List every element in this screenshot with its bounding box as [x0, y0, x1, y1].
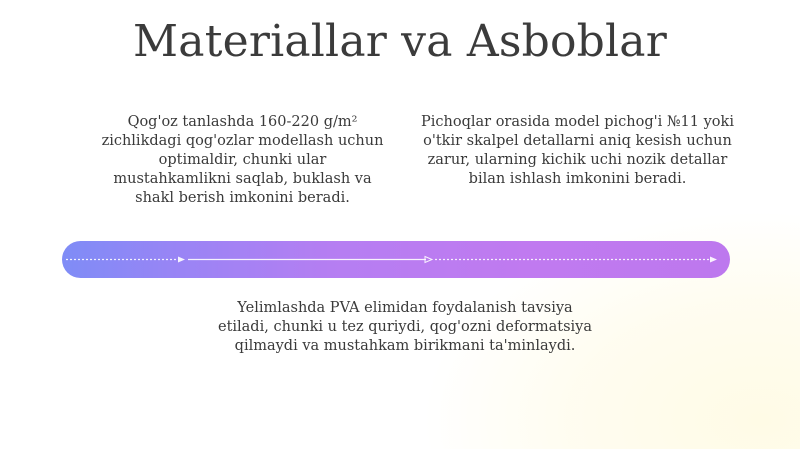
timeline-arrow-2	[425, 257, 432, 263]
slide-title: Materiallar va Asboblar	[133, 16, 667, 67]
knife-selection-text: Pichoqlar orasida model pichog'i №11 yoki o'tkir skalpel detallarni aniq kesish uchun zarur, ularning kichik uchi nozik detallar bilan ishlash imkonini beradi.	[421, 114, 734, 187]
timeline-arrow-3	[710, 257, 717, 263]
timeline-connector-lines	[62, 241, 730, 278]
paper-selection-text: Qog'oz tanlashda 160-220 g/m² zichlikdagi qog'ozlar modellash uchun optimaldir, chunki ular mustahkamlikni saqlab, buklash va shakl berish imkonini beradi.	[101, 114, 384, 206]
glue-selection-text: Yelimlashda PVA elimidan foydalanish tavsiya etiladi, chunki u tez quriydi, qog'ozni deformatsiya qilmaydi va mustahkam birikmani ta'minlaydi.	[217, 300, 593, 354]
timeline-bar	[62, 241, 730, 278]
timeline-arrow-1	[178, 257, 185, 263]
